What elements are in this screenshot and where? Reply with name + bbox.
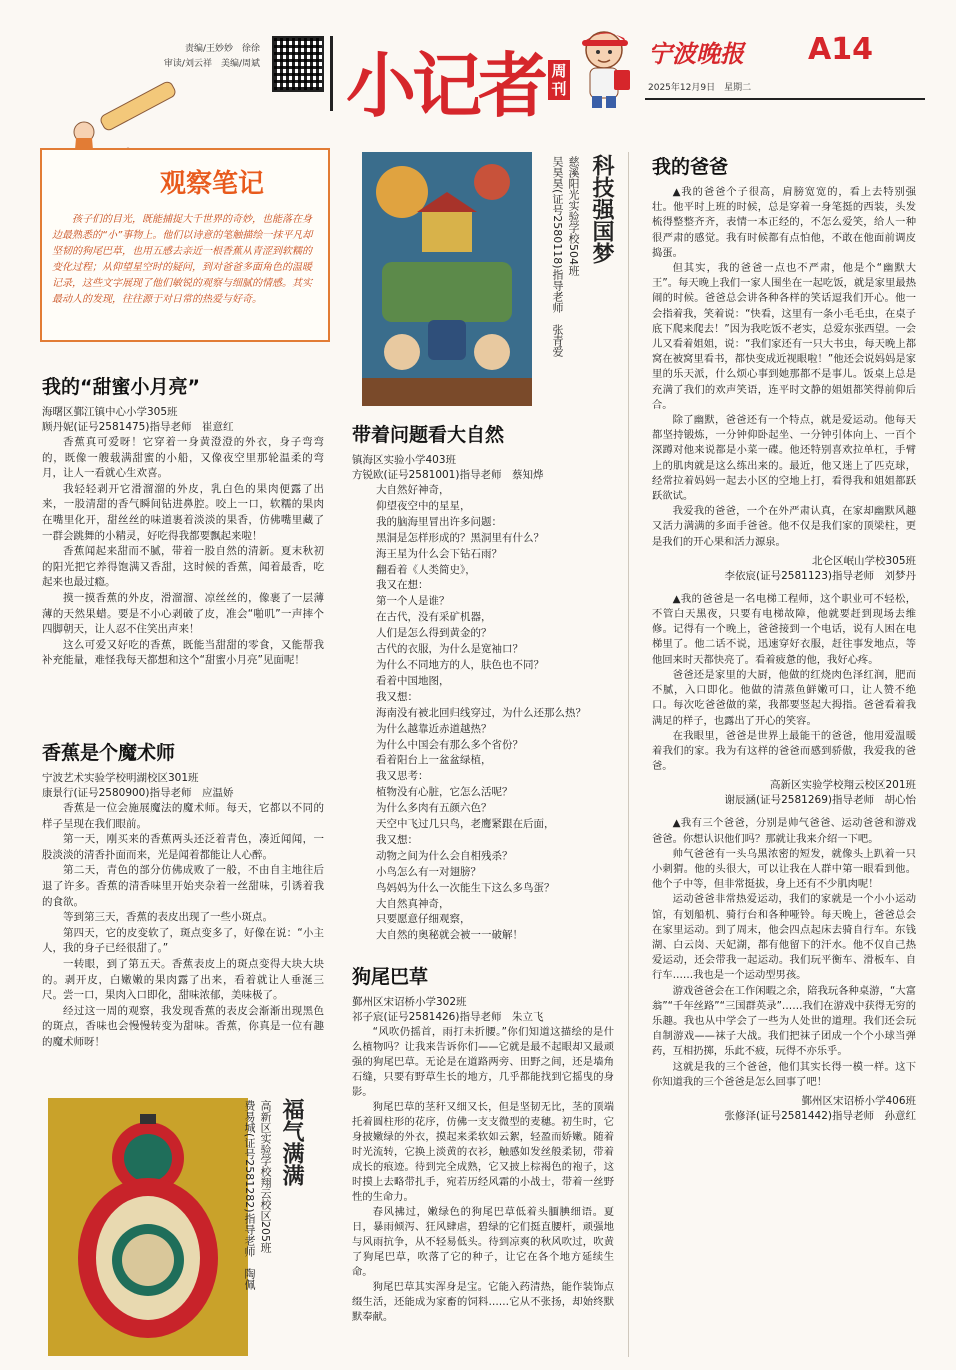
dad-section (652, 185, 916, 584)
section-author: 李依宸(证号2581123)指导老师 刘梦丹 (724, 569, 916, 582)
article-title: 我的爸爸 (652, 156, 729, 178)
paragraph: 等到第三天，香蕉的表皮出现了一些小斑点。 (63, 911, 273, 924)
artwork-school: 慈溪阳光实验学校504班 (567, 156, 580, 276)
article-nature-questions (352, 420, 614, 944)
credits (150, 42, 260, 72)
dateline: 2025年12月9日 星期二 (648, 83, 752, 93)
paragraph: 运动爸爸非常热爱运动，我们的家就是一个小小运动馆，有划船机、骑行台和各种哑铃。每天晚上，爸爸总会在家里运动。到了周末，他会四点起床去骑自行车。东钱湖、白云岗、天妃湖，都有他留下的汗水。他不仅自己热爱运动，还会带我一起运动。我们玩平衡车、滑板车、自行车……我也是一个运动型男孩。 (652, 893, 916, 982)
artwork-tech-dream (362, 152, 532, 406)
paragraph: “风吹仍摇首，雨打未折腰。”你们知道这描绘的是什么植物吗？让我来告诉你们——它就是最不起眼却又最顽强的狗尾巴草。无论是在道路两旁、田野之间，还是墙角石缝，只要有野草生长的地方，几乎都能找到它摇曳的身影。 (352, 1026, 614, 1098)
poem-line: 第一个人是谁？ (376, 595, 450, 608)
paragraph: 第一天，刚买来的香蕉两头还泛着青色，凑近闻闻，一股淡淡的清香扑面而来，光是闻着都能让人心醉。 (42, 833, 324, 861)
paragraph: ▲我的爸爸是一名电梯工程师，这个职业可不轻松，不管白天黑夜，只要有电梯故障，他就要赶到现场去维修。记得有一个晚上，爸爸接到一个电话，说有人困在电梯里了。他二话不说，迅速穿好衣服，赶往事发地点，等他回来时天都快亮了。看着疲惫的他，我好心疼。 (652, 592, 916, 666)
paragraph: 但其实，我的爸爸一点也不严肃，他是个“幽默大王”。每天晚上我们一家人围坐在一起吃饭，就是家里最热闹的时候。爸爸总会讲各种各样的笑话逗我们开心。他一会指着我，笑着说：“快看，这里有一条小毛毛虫，在桌子底下爬来爬去！”因为我吃饭不老实，总爱东张西望。一会儿又看着姐姐，说：“我们家还有一只大书虫，每天晚上都窝在被窝里看书，都快变成近视眼啦！”他还会说妈妈是家里的乐天派，什么烦心事到她那都不是事儿。饭桌上总是充满了我们的欢声笑语，连平时文静的姐姐都笑得前仰后合。 (652, 262, 916, 411)
paragraph: 香蕉是一位会施展魔法的魔术师。每天，它都以不同的样子呈现在我们眼前。 (42, 802, 324, 830)
article-author: 顾丹妮(证号2581475)指导老师 崔意红 (42, 421, 234, 433)
poem-line: 我的脑海里冒出许多问题： (376, 515, 502, 528)
poem-line: 看着中国地图， (376, 674, 450, 687)
poem-line: 大自然好神奇， (376, 484, 450, 496)
section-school: 高新区实验学校翔云校区201班 (769, 779, 916, 792)
article-banana-magician (42, 738, 324, 1051)
section-school: 北仑区岷山学校305班 (811, 554, 916, 567)
poem-line: 我又想： (376, 833, 418, 846)
poem-line: 我又思考： (376, 770, 429, 783)
masthead-sub (548, 60, 570, 100)
poem-line: 为什么越靠近赤道越热？ (376, 722, 492, 735)
section-school: 鄞州区宋诏桥小学406班 (801, 1094, 916, 1107)
artwork-author: 吴昊昊(证号2580118)指导老师 张青爱 (551, 156, 564, 357)
poem-line: 天空中飞过几只鸟，老鹰紧跟在后面， (376, 818, 555, 831)
section-author: 谢辰涵(证号2581269)指导老师 胡心怡 (724, 794, 916, 807)
artwork-title: 科技强国梦 (589, 154, 614, 264)
artwork-school: 高新区实验学校翔云校区205班 (259, 1100, 272, 1253)
dateline-rule (645, 98, 925, 100)
observation-body: 孩子们的目光，既能捕捉大千世界的奇妙，也能落在身边最熟悉的“小”事物上。他们以诗意的笔触描绘一抹平凡却坚韧的狗尾巴草，也用五感去亲近一根香蕉从青涩到软糯的变化过程；从仰望星空时的疑问，到对爸爸多面角色的温暖记录，这些文字展现了他们敏锐的观察与细腻的情感。其实最动人的发现，往往源于对日常的热爱与好奇。 (52, 214, 313, 305)
mascot-illustration (568, 24, 640, 112)
paragraph: 这么可爱又好吃的香蕉，既能当甜甜的零食，又能帮我补充能量，难怪我每天都想和这个“甜蜜小月亮”见面呢！ (42, 638, 324, 667)
qr-code (272, 36, 324, 92)
article-author: 方锐欧(证号2581001)指导老师 蔡知烨 (352, 469, 544, 481)
credit-line: 审读/刘云祥 美编/周斌 (163, 59, 260, 69)
observation-title: 观察笔记 (160, 169, 265, 199)
poem (352, 483, 614, 944)
poem-line: 为什么中国会有那么多个省份？ (376, 738, 523, 751)
paragraph: 这就是我的三个爸爸，他们其实长得一模一样。这下你知道我的三个爸爸是怎么回事了吧！ (652, 1060, 916, 1088)
article-school: 宁波艺术实验学校明湖校区301班 (42, 772, 199, 784)
paragraph: 除了幽默，爸爸还有一个特点，就是爱运动。他每天都坚持锻炼，一分钟仰卧起坐、一分钟引体向上、一百个深蹲对他来说都是小菜一碟。他还特别喜欢拉单杠，手臂上的肌肉就是这么练出来的。最近，他又迷上了匹克球，经常拉着妈妈一起去小区的空地上打，看得我和姐姐都跃跃欲试。 (652, 414, 916, 503)
article-school: 海曙区鄞江镇中心小学305班 (42, 406, 178, 418)
paragraph: 经过这一周的观察，我发现香蕉的表皮会渐渐出现黑色的斑点，香味也会慢慢转变为甜味。香蕉，你真是一位有趣的魔术师呀！ (42, 1004, 324, 1048)
paragraph: 游戏爸爸会在工作闲暇之余，陪我玩各种桌游，“大富翁”“千年丝路”“三国群英录”……我们在游戏中获得无穷的乐趣。我也从中学会了一些为人处世的道理。我们还会玩自制游戏——袜子大战。我们把袜子团成一个个小球当弹药，互相扔掷，乐此不疲，玩得不亦乐乎。 (652, 984, 916, 1058)
poem-line: 为什么不同地方的人，肤色也不同？ (376, 658, 544, 671)
page-code: A14 (808, 32, 873, 67)
poem-line: 只要愿意仔细观察， (376, 913, 471, 926)
header-divider (330, 36, 333, 111)
article-sweet-moon (42, 372, 324, 669)
poem-line: 大自然真神奇， (376, 897, 450, 910)
paragraph: 香蕉真可爱呀！它穿着一身黄澄澄的外衣，身子弯弯的，既像一艘载满甜蜜的小船，又像夜空里那轮温柔的弯月，让人一看就心生欢喜。 (42, 436, 324, 480)
column-rule (628, 152, 629, 1357)
paragraph: 狗尾巴草其实浑身是宝。它能入药清热，能作装饰点缀生活，还能成为家畜的饲料……它从不张扬，却始终默默奉献。 (352, 1281, 614, 1323)
poem-line: 我又在想： (376, 579, 429, 592)
paragraph: 我爱我的爸爸，一个在外严肃认真，在家却幽默风趣又活力满满的多面手爸爸。他不仅是我们家的顶梁柱，更是我们的开心果和活力源泉。 (652, 505, 916, 548)
poem-line: 黑洞是怎样形成的？黑洞里有什么？ (376, 531, 544, 544)
poem-line: 仰望夜空中的星星， (376, 499, 471, 512)
article-my-dad (652, 152, 916, 1124)
article-school: 镇海区实验小学403班 (352, 454, 457, 466)
paragraph: 香蕉闻起来甜而不腻，带着一股自然的清新。夏末秋初的阳光把它养得饱满又香甜，这时候的香蕉，闻着最香，吃起来也最过瘾。 (42, 545, 324, 589)
dad-section (652, 816, 916, 1124)
poem-line: 为什么多肉有五颜六色？ (376, 802, 492, 815)
article-foxtail-grass (352, 962, 614, 1325)
article-author: 康景行(证号2580900)指导老师 应温娇 (42, 787, 234, 799)
paper-name: 宁波晚报 (648, 39, 744, 68)
poem-line: 在古代，没有采矿机器， (376, 611, 492, 624)
paragraph: 摸一摸香蕉的外皮，滑溜溜、凉丝丝的，像裹了一层薄薄的天然果蜡。要是不小心剥破了皮，准会“啪叽”一声摔个四脚朝天，让人忍不住笑出声来！ (42, 591, 324, 636)
article-title: 带着问题看大自然 (352, 424, 505, 446)
section-author: 张修泽(证号2581442)指导老师 孙意红 (724, 1109, 916, 1122)
artwork-author: 费易城(证号2581282)指导老师 陶佩 (243, 1100, 256, 1290)
paragraph: 我轻轻剥开它滑溜溜的外皮，乳白色的果肉便露了出来，一股清甜的香气瞬间钻进鼻腔。咬上一口，软糯的果肉在嘴里化开，甜丝丝的味道裹着淡淡的果香，仿佛嘴里藏了一群会跳舞的小精灵，好吃得我都要飘起来啦！ (42, 482, 324, 542)
tech-dream-drawing (362, 152, 532, 406)
poem-line: 海王星为什么会下钻石雨？ (376, 547, 502, 560)
poem-line: 海南没有被北回归线穿过，为什么还那么热？ (376, 706, 586, 719)
paragraph: 帅气爸爸有一头乌黑浓密的短发，就像头上趴着一只小刺猬。他的头很大，可以让我在人群中第一眼看到他。他个子中等，但非常挺拔，身上还有不少肌肉呢！ (652, 847, 916, 891)
paragraph: 春风拂过，嫩绿色的狗尾巴草低着头腼腆细语。夏日，暴雨倾泻、狂风肆虐，碧绿的它们挺直腰杆，顽强地与风雨抗争，从不轻易低头。待到凉爽的秋风吹过，吹黄了狗尾巴草，吹落了它的种子，让它在各个地方延续生命。 (352, 1206, 614, 1278)
dad-section (652, 592, 916, 808)
paragraph: 第四天，它的皮变软了，斑点变多了，好像在说：“小主人，我的身子已经很甜了。” (42, 926, 324, 955)
masthead-sub-text: 周刊 (551, 62, 567, 98)
paragraph: ▲我的爸爸个子很高，肩膀宽宽的，看上去特别强壮。他平时上班的时候，总是穿着一身笔挺的西装，头发梳得整整齐齐，表情一本正经的，不怎么爱笑，给人一种很严肃的感觉。我有时候都有点怕他，不敢在他面前调皮捣蛋。 (652, 186, 916, 259)
poem-line: 植物没有心脏，它怎么活呢？ (376, 786, 513, 799)
article-author: 祁子宸(证号2581426)指导老师 朱立飞 (352, 1011, 544, 1023)
poem-line: 鸟妈妈为什么一次能生下这么多鸟蛋？ (376, 881, 555, 894)
artwork-title: 福气满满 (279, 1098, 304, 1186)
paragraph: ▲我有三个爸爸，分别是帅气爸爸、运动爸爸和游戏爸爸。你想认识他们吗？那就让我来介绍一下吧。 (652, 817, 916, 845)
paragraph: 狗尾巴草的茎秆又细又长，但是坚韧无比，茎的顶端托着圆柱形的花序，仿佛一支支微型的麦穗。初生时，它身披嫩绿的外衣，摸起来柔软如云絮，轻盈而娇嫩。随着时光流转，它换上淡黄的衣衫，触感如发丝般柔韧，带着成长的痕迹。待到完全成熟，它又披上棕褐色的袍子，这时摸上去略带扎手，宛若历经风霜的小战士，带着一丝野性的生命力。 (352, 1101, 614, 1203)
poem-line: 动物之间为什么会自相残杀？ (376, 849, 513, 862)
paragraph: 一转眼，到了第五天。香蕉表皮上的斑点变得大块大块的。剥开皮，白嫩嫩的果肉露了出来，看着就让人垂涎三尺。尝一口，果肉入口即化，甜味浓郁，美味极了。 (42, 957, 324, 1002)
credit-line: 责编/王妙妙 徐徐 (184, 44, 260, 54)
article-title: 香蕉是个魔术师 (42, 742, 176, 764)
poem-line: 古代的衣服，为什么是宽袖口？ (376, 643, 523, 656)
article-title: 狗尾巴草 (352, 966, 429, 988)
paragraph: 在我眼里，爸爸是世界上最能干的爸爸，他用爱温暖着我们的家。我为有这样的爸爸而感到骄傲，我爱我的爸爸。 (652, 729, 916, 773)
article-title: 我的“甜蜜小月亮” (42, 376, 200, 398)
paragraph: 第二天，青色的部分仿佛成败了一般，不由自主地往后退了许多。香蕉的清香味里开始夹杂着一丝甜味，引诱着我的食欲。 (42, 864, 324, 908)
poem-line: 小鸟怎么有一对翅膀？ (376, 865, 481, 878)
poem-line: 大自然的奥秘就会被一一破解！ (376, 929, 523, 942)
poem-line: 人们是怎么得到黄金的？ (376, 627, 492, 640)
poem-line: 看着阳台上一盆盆绿植， (376, 754, 492, 767)
masthead: 小记者 (346, 44, 544, 127)
article-school: 鄞州区宋诏桥小学302班 (352, 996, 467, 1008)
gourd-drawing (48, 1098, 248, 1356)
paragraph: 爸爸还是家里的大厨，他做的红烧肉色泽红润，肥而不腻，入口即化。他做的清蒸鱼鲜嫩可口，让人赞不绝口。每次吃爸爸做的菜，我都要竖起大拇指。爸爸看着我满足的样子，也露出了开心的笑容。 (652, 668, 916, 727)
poem-line: 我又想： (376, 690, 418, 703)
poem-line: 翻看着《人类简史》， (376, 563, 476, 576)
artwork-gourd (48, 1098, 248, 1356)
